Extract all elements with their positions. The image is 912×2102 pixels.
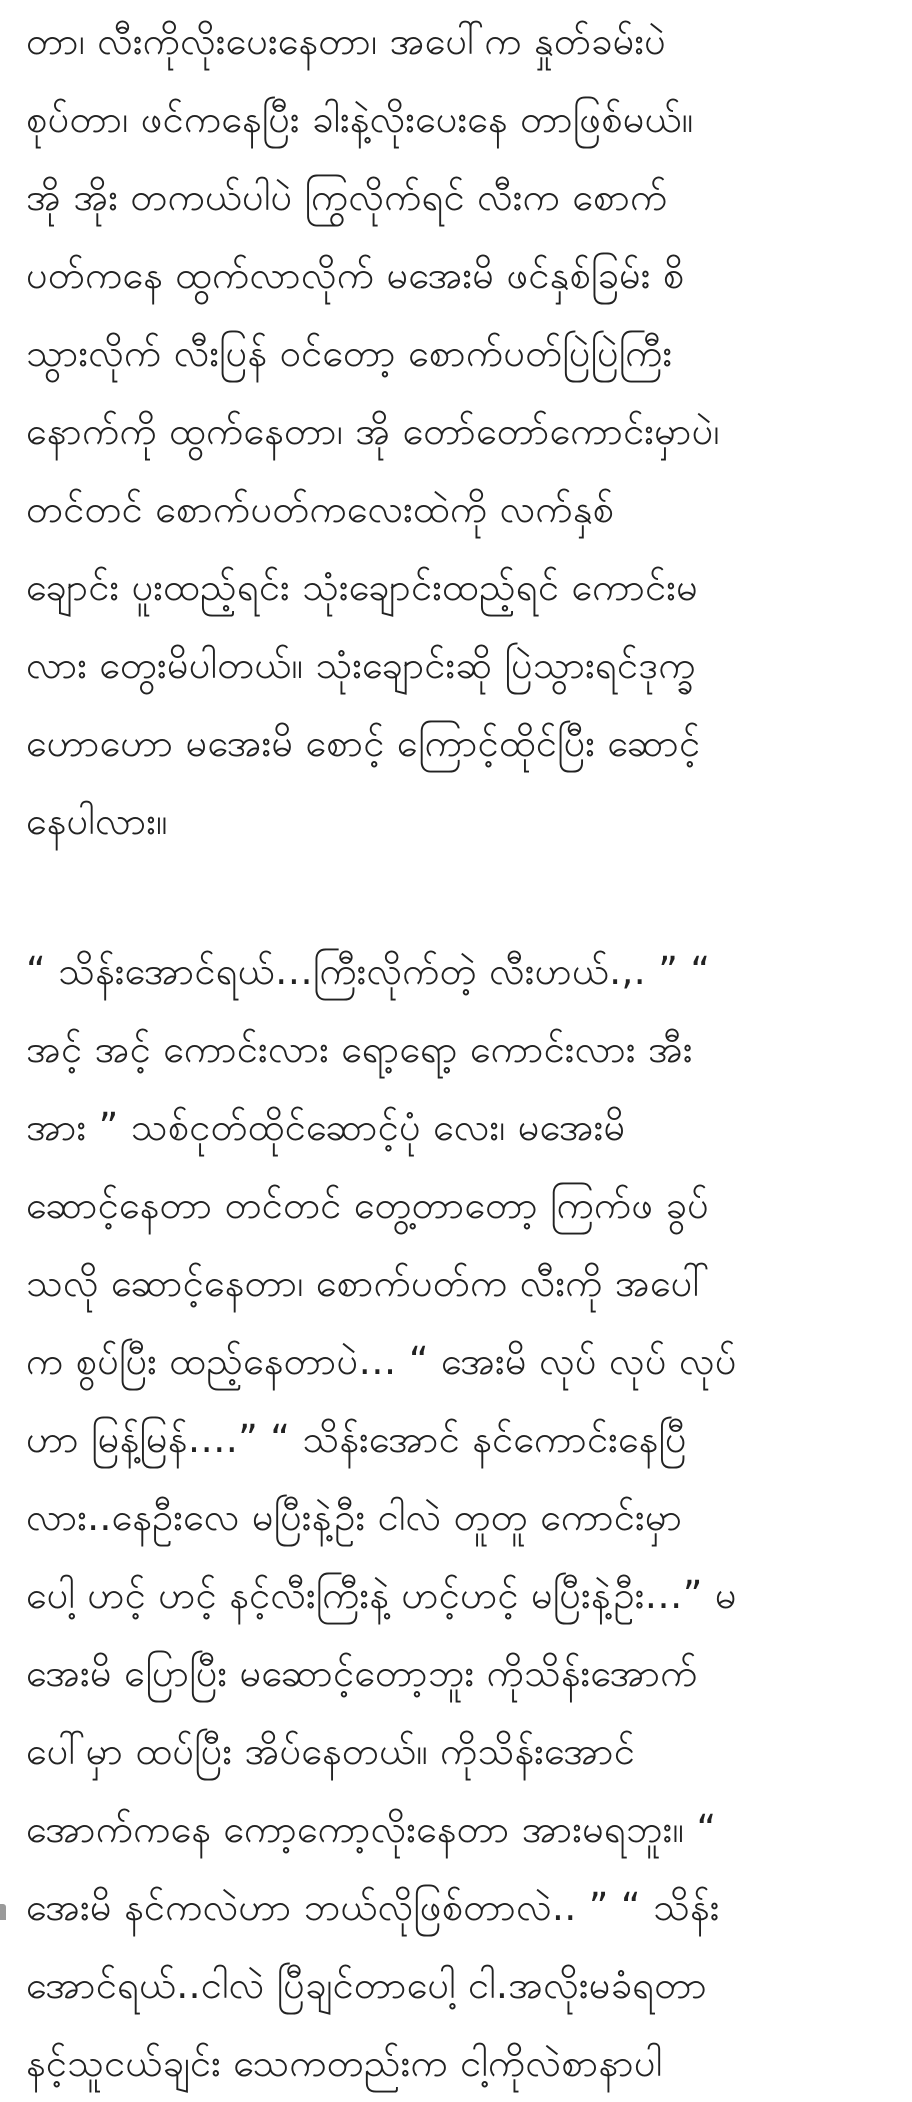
story-paragraph-1: တာ၊ လီးကိုလိုးပေးနေတာ၊ အပေါ်က နှုတ်ခမ်းပဲ စုပ်တာ၊ ဖင်ကနေပြီး ခါးနဲ့လိုးပေးနေ တာဖြစ်မယ်။ အို အိုး တကယ်ပါပဲ ကြွလိုက်ရင် လီးက စောက် ပတ်ကနေ ထွက်လာလိုက် မအေးမိ ဖင်နှစ်ခြမ်း စိ သွားလိုက် လီးပြန် ဝင်တော့ စောက်ပတ်ပြဲပြဲကြီး နောက်ကို ထွက်နေတာ၊ အို တော်တော်ကောင်းမှာပဲ၊ တင်တင် စောက်ပတ်ကလေးထဲကို လက်နှစ် ချောင်း ပူးထည့်ရင်း သုံးချောင်းထည့်ရင် ကောင်းမ လား တွေးမိပါတယ်။ သုံးချောင်းဆို ပြဲသွားရင်ဒုက္ခ ဟောဟော မအေးမိ စောင့် ကြောင့်ထိုင်ပြီး ဆောင့် နေပါလား။ [26,19,720,843]
story-paragraph-2: “ သိန်းအောင်ရယ်…ကြီးလိုက်တဲ့ လီးဟယ်.,. ” “ အင့် အင့် ကောင်းလား ရော့ရော့ ကောင်းလား အီး အား ” သစ်ငုတ်ထိုင်ဆောင့်ပုံ လေး၊ မအေးမိ ဆောင့်နေတာ တင်တင် တွေ့တာတော့ ကြက်ဖ ခွပ် သလို ဆောင့်နေတာ၊ စောက်ပတ်က လီးကို အပေါ် က စွပ်ပြီး ထည့်နေတာပဲ… “ အေးမိ လုပ် လုပ် လုပ် ဟာ မြန့်မြန်….” “ သိန်းအောင် နင်ကောင်းနေပြီ လား..နေဦးလေ မပြီးနဲ့ဦး ငါလဲ တူတူ ကောင်းမှာ ပေါ့ ဟင့် ဟင့် နင့်လီးကြီးနဲ့ ဟင့်ဟင့် မပြီးနဲ့ဦး…” မ အေးမိ ပြောပြီး မဆောင့်တော့ဘူး ကိုသိန်းအောက် ပေါ်မှာ ထပ်ပြီး အိပ်နေတယ်။ ကိုသိန်းအောင် အောက်ကနေ ကော့ကော့လိုးနေတာ အားမရဘူး။ “ အေးမိ နင်ကလဲဟာ ဘယ်လိုဖြစ်တာလဲ.. ” “ သိန်း အောင်ရယ်..ငါလဲ ပြီချင်တာပေါ့ ငါ.အလိုးမခံရတာ နင့်သူငယ်ချင်း သေကတည်းက ငါ့ကိုလဲစာနာပါ [26,949,737,2085]
scroll-edge-marker [0,1904,6,1920]
